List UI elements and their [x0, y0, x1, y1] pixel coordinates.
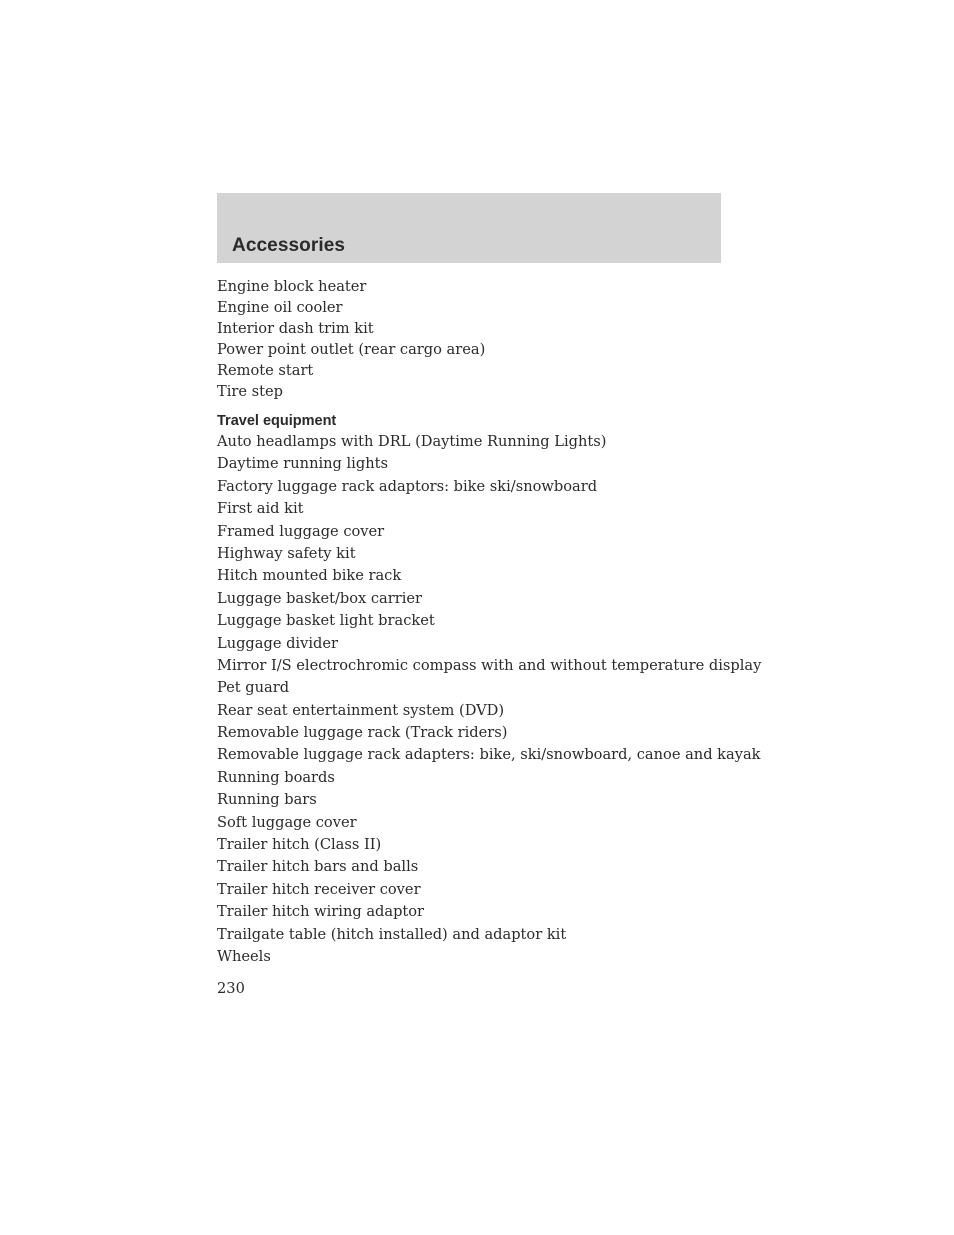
list-item: Trailer hitch bars and balls — [217, 858, 419, 876]
list-item: Trailer hitch (Class II) — [217, 836, 382, 854]
section-header-band — [217, 193, 721, 263]
list-item: Soft luggage cover — [217, 813, 357, 831]
accessory-list — [217, 276, 737, 403]
list-item: Engine oil cooler — [217, 299, 343, 317]
list-item: Factory luggage rack adaptors: bike ski/snowboard — [217, 477, 598, 495]
list-item: Trailgate table (hitch installed) and adaptor kit — [217, 925, 567, 943]
list-item: Remote start — [217, 362, 314, 380]
list-item: Removable luggage rack adapters: bike, ski/snowboard, canoe and kayak — [217, 746, 761, 764]
list-item: Auto headlamps with DRL (Daytime Running Lights) — [217, 433, 607, 450]
list-item: Engine block heater — [217, 278, 367, 295]
list-item: Luggage basket light bracket — [217, 612, 435, 630]
list-item: Running boards — [217, 768, 335, 786]
list-item: Daytime running lights — [217, 455, 388, 473]
list-item: Luggage divider — [217, 634, 338, 652]
list-item: Tire step — [217, 383, 283, 401]
list-item: Interior dash trim kit — [217, 320, 374, 338]
travel-equipment-list — [217, 431, 762, 968]
list-item: Highway safety kit — [217, 544, 356, 562]
travel-equipment-heading: Travel equipment — [217, 413, 337, 429]
list-item: Power point outlet (rear cargo area) — [217, 341, 486, 359]
list-item: Hitch mounted bike rack — [217, 567, 402, 585]
page-number: 230 — [217, 980, 245, 997]
list-item: Wheels — [217, 947, 271, 965]
list-item: Trailer hitch wiring adaptor — [217, 903, 425, 921]
list-item: Running bars — [217, 791, 317, 809]
list-item: Mirror I/S electrochromic compass with and without temperature display — [217, 656, 762, 674]
list-item: Framed luggage cover — [217, 522, 385, 540]
list-item: Removable luggage rack (Track riders) — [217, 724, 508, 742]
section-title: Accessories — [232, 235, 346, 256]
list-item: Trailer hitch receiver cover — [217, 880, 421, 898]
list-item: Luggage basket/box carrier — [217, 589, 422, 607]
list-item: First aid kit — [217, 500, 304, 518]
list-item: Pet guard — [217, 679, 290, 697]
list-item: Rear seat entertainment system (DVD) — [217, 701, 505, 719]
